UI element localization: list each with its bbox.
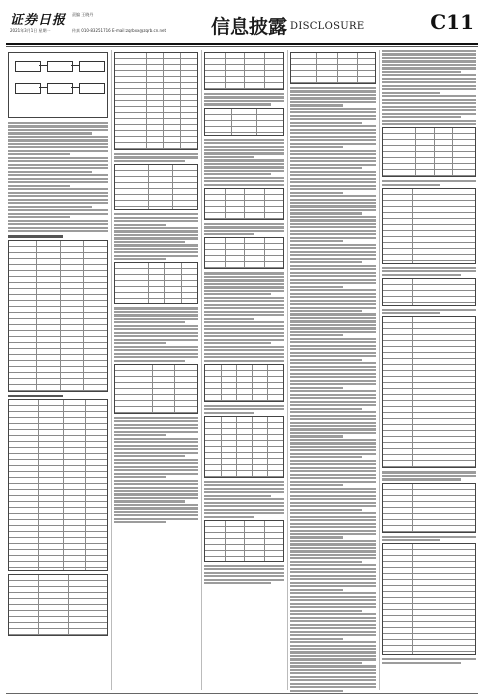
newspaper-logo: 证券日报 xyxy=(10,13,67,28)
data-table xyxy=(382,483,476,533)
column-5 xyxy=(382,50,476,692)
flow-arrow xyxy=(39,87,47,88)
data-table xyxy=(114,52,198,150)
flow-box xyxy=(79,61,105,72)
column-separator xyxy=(111,50,112,690)
issue-date: 2021年3月1日 星期一 xyxy=(10,28,51,33)
text-block xyxy=(8,122,108,232)
contact-info: 传真 010-83251716 E-mail:zqrbxx@zqrb.cn.net xyxy=(72,28,167,33)
data-table xyxy=(8,574,108,636)
data-table xyxy=(114,164,198,210)
subheading xyxy=(8,395,63,398)
column-4 xyxy=(290,50,376,692)
page-number: C11 xyxy=(430,10,474,34)
flow-box xyxy=(15,61,41,72)
flow-box xyxy=(79,83,105,94)
data-table xyxy=(114,262,198,304)
data-table xyxy=(204,188,284,220)
column-1 xyxy=(8,50,108,692)
masthead xyxy=(6,6,478,42)
flow-arrow xyxy=(39,65,47,66)
column-separator xyxy=(379,50,380,690)
data-table xyxy=(204,52,284,90)
flow-box xyxy=(47,61,73,72)
editor-credit: 责编 王晓丹 xyxy=(72,12,94,17)
data-table xyxy=(204,108,284,136)
flow-box xyxy=(47,83,73,94)
subheading xyxy=(8,235,63,238)
column-separator xyxy=(287,50,288,690)
footer-rule xyxy=(6,693,478,694)
header-rule-thin xyxy=(6,46,478,47)
data-table xyxy=(382,278,476,306)
data-table xyxy=(204,364,284,402)
flow-arrow xyxy=(71,65,79,66)
data-table xyxy=(8,399,108,571)
data-table xyxy=(8,240,108,392)
data-table xyxy=(382,188,476,264)
flow-diagram xyxy=(8,52,108,118)
column-3 xyxy=(204,50,284,692)
data-table xyxy=(382,316,476,468)
data-table xyxy=(114,364,198,414)
data-table xyxy=(204,416,284,478)
data-table xyxy=(204,237,284,269)
column-2 xyxy=(114,50,198,692)
data-table xyxy=(382,127,476,177)
header-rule-thick xyxy=(6,43,478,45)
section-title-cn: 信息披露 xyxy=(211,16,288,38)
column-separator xyxy=(201,50,202,690)
flow-arrow xyxy=(71,87,79,88)
flow-box xyxy=(15,83,41,94)
data-table xyxy=(204,520,284,562)
section-title-en: DISCLOSURE xyxy=(290,21,365,32)
data-table xyxy=(382,543,476,655)
data-table xyxy=(290,52,376,84)
